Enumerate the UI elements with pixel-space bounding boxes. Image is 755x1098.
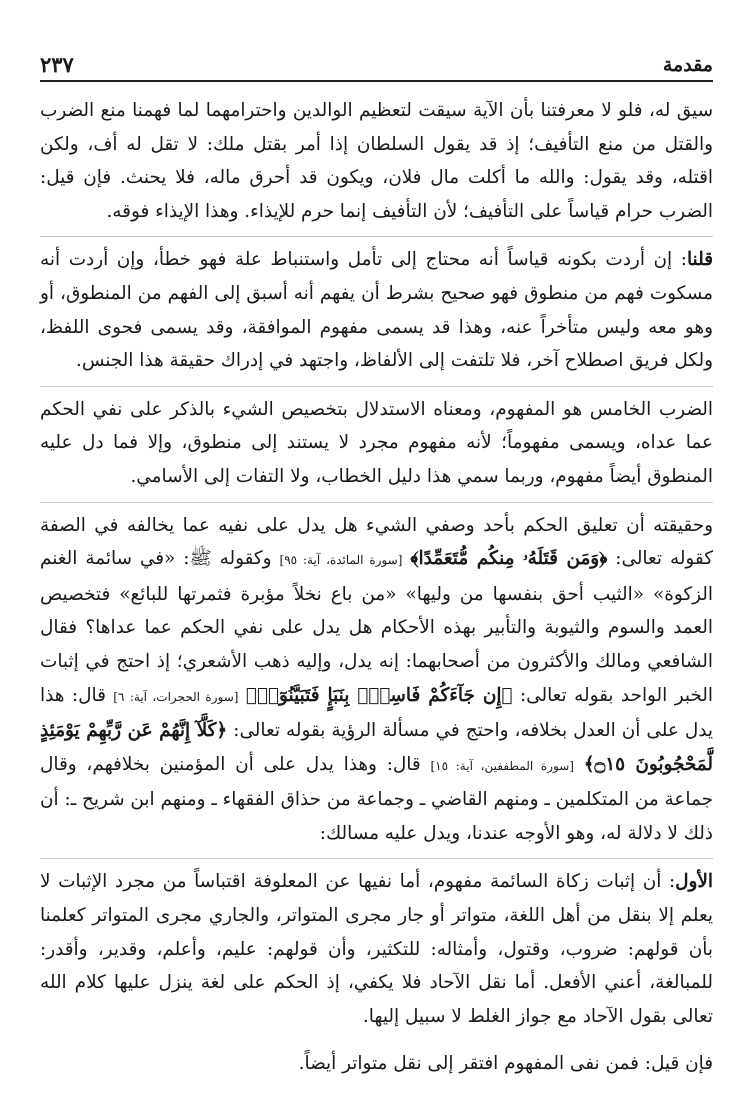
verse-reference: [سورة المائدة، آية: ٩٥] <box>279 553 403 568</box>
paragraph-text: : إن أردت بكونه قياساً أنه محتاج إلى تأمل واستنباط علة فهو خطأ، وإن أردت أنه مسكوت فهم من منطوق فهو صحيح بشرط أن يفهم أنه أسبق إلى الفهم من المنطوق، أو وهو معه وليس متأخراً عنه، وهذا قد يسمى مفهوم الموافقة، وقد يسمى فحوى اللفظ، ولكل فريق اصطلاح آخر، فلا تلتفت إلى الألفاظ، واجتهد في إدراك حقيقة هذا الجنس. <box>40 249 713 372</box>
paragraph-separator <box>40 502 713 503</box>
paragraph-text: وحقيقته أن تعليق الحكم بأحد وصفي الشيء هل يدل على نفيه عما يخالفه في الصفة كقوله تعالى: <box>40 514 713 570</box>
quran-verse: ﴿كَلَّآ إِنَّهُمْ عَن رَّبِّهِمْ يَوْمَئِذٍ لَّمَحْجُوبُونَ ۝١٥﴾ <box>40 720 713 775</box>
paragraph-text: فإن قيل: فمن نفى المفهوم افتقر إلى نقل متواتر أيضاً. <box>298 1053 713 1075</box>
paragraph-separator <box>40 236 713 237</box>
paragraph-separator <box>40 386 713 387</box>
paragraph-text: قال: هذا يدل على أن العدل بخلافه، واحتج في مسألة الرؤية بقوله تعالى: <box>40 684 713 742</box>
paragraph-text: الضرب الخامس هو المفهوم، ومعناه الاستدلال بتخصيص الشيء بالذكر على نفي الحكم عما عداه، ويسمى مفهوماً؛ لأنه مفهوم مجرد لا يستند إلى منطوق، وإلا فما دل عليه المنطوق أيضاً مفهوم، وربما سمي هذا دليل الخطاب، ولا التفات إلى الأسامي. <box>40 398 713 487</box>
paragraph-text: وكقوله ﷺ: «في سائمة الغنم الزكوة» «الثيب أحق بنفسها من وليها» «من باع نخلاً مؤبرة فثمرتها للبائع» فتخصيص العمد والسوم والثيوبة والتأبير بهذه الأحكام هل يدل على نفي الحكم عما عداها؟ فقال الشافعي ومالك والأكثرون من أصحابهما: إنه يدل، وإليه ذهب الأشعري؛ إذ احتج في إثبات الخبر الواحد بقوله تعالى: <box>40 548 713 706</box>
paragraph-lead: الأول <box>675 871 713 893</box>
running-title: مقدمة <box>662 54 713 76</box>
paragraph-text: قال: وهذا يدل على أن المؤمنين بخلافهم، وقال جماعة من المتكلمين ـ ومنهم القاضي ـ وجماعة من حذاق الفقهاء ـ ومنهم ابن شريح ـ: أن ذلك لا دلالة له، وهو الأوجه عندنا، ويدل عليه مسالك: <box>40 753 713 844</box>
paragraph-text: : أن إثبات زكاة السائمة مفهوم، أما نفيها عن المعلوفة اقتباساً من مجرد الإثبات لا يعلم إلا بنقل من أهل اللغة، متواتر أو جار مجرى المتواتر، والجاري مجرى المتواتر كعلمنا بأن قولهم: ضروب، وقتول، وأمثاله: للتكثير، وأن قولهم: عليم، وأعلم، وقدير، وأقدر: للمبالغة، أعني الأفعل. أما نقل الآحاد فلا يكفي، إذ الحكم على لغة ينزل عليها كلام الله تعالى بقول الآحاد مع جواز الغلط لا سبيل إليها. <box>40 871 713 1027</box>
page-body <box>40 94 713 1081</box>
paragraph-separator <box>40 858 713 859</box>
paragraph-lead: قلنا <box>686 249 713 271</box>
quran-verse: ﴿إِن جَآءَكُمْ فَاسِقٌۢ بِنَبَإٍ فَتَبَيَّنُوٓا۟﴾ <box>245 684 513 706</box>
paragraph-text: سيق له، فلو لا معرفتنا بأن الآية سيقت لتعظيم الوالدين واحترامهما لما فهمنا منع الضرب والقتل من منع التأفيف؛ إذ قد يقول السلطان إذا أمر بقتل ملك: لا تقل له أف، ولكن اقتله، وقد يقول: والله ما أكلت مال فلان، ويكون قد أحرق ماله، فلا يحنث. فإن قيل: الضرب حرام قياساً على التأفيف؛ لأن التأفيف إنما حرم للإيذاء. وهذا الإيذاء فوقه. <box>40 100 713 222</box>
paragraph-4 <box>40 509 713 851</box>
page-header <box>40 50 713 82</box>
verse-reference: [سورة الحجرات، آية: ٦] <box>113 689 239 704</box>
paragraph-3 <box>40 393 713 494</box>
paragraph-2 <box>40 243 713 377</box>
verse-reference: [سورة المطففين، آية: ١٥] <box>430 758 574 773</box>
paragraph-5 <box>40 865 713 1033</box>
paragraph-1 <box>40 94 713 228</box>
quran-verse: ﴿وَمَن قَتَلَهُۥ مِنكُم مُّتَعَمِّدًا﴾ <box>410 548 608 570</box>
page-number: ٢٣٧ <box>40 52 74 77</box>
paragraph-6 <box>40 1047 713 1081</box>
